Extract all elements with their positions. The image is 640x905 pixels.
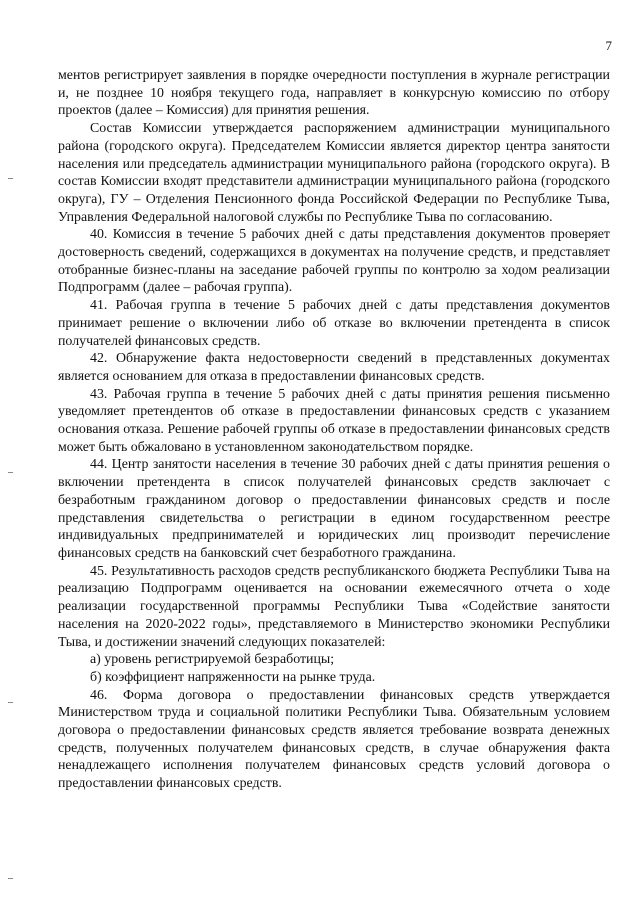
margin-mark: [8, 878, 13, 879]
paragraph-continuation: ментов регистрирует заявления в порядке очередности поступления в журнале регистрации и, не позднее 10 ноября текущего года, направляет в конкурсную комиссию по отбору проектов (далее – Комиссия) для принятия решения.: [58, 68, 610, 119]
list-item-a: а) уровень регистрируемой безработицы;: [90, 652, 335, 668]
page-number: 7: [605, 38, 612, 53]
paragraph-item-42: 42. Обнаружение факта недостоверности сведений в представленных документах является основанием для отказа в предоставлении финансовых средств.: [58, 351, 610, 384]
paragraph-item-41: 41. Рабочая группа в течение 5 рабочих дней с даты представления документов принимает решение о включении либо об отказе во включении претендента в список получателей финансовых средств.: [58, 298, 610, 349]
paragraph-item-45: 45. Результативность расходов средств республиканского бюджета Республики Тыва на реализацию Подпрограмм оценивается на основании ежемесячного отчета о ходе реализации государственной программы Республики Тыва «Содействие занятости населения на 2020-2022 годы», представляемого в Министерство экономики Республики Тыва, и достижении значений следующих показателей:: [58, 563, 610, 650]
paragraph-item-46: 46. Форма договора о предоставлении финансовых средств утверждается Министерством труда и социальной политики Республики Тыва. Обязательным условием договора о предоставлении финансовых средств является требование возврата денежных средств, полученных получателем финансовых средств, в случае обнаружения факта ненадлежащего исполнения получателем финансовых средств условий договора о предоставлении финансовых средств.: [58, 687, 610, 792]
margin-mark: [8, 702, 13, 703]
paragraph-commission-composition: Состав Комиссии утверждается распоряжением администрации муниципального района (городского округа). Председателем Комиссии является директор центра занятости населения или председатель администрации муниципального района (городского округа). В состав Комиссии входят представители администрации муниципального района (городского округа), ГУ – Отделения Пенсионного фонда Российской Федерации по Республике Тыва, Управления Федеральной налоговой службы по Республике Тыва по согласованию.: [58, 121, 610, 225]
paragraph-item-44: 44. Центр занятости населения в течение 30 рабочих дней с даты принятия решения о включении претендента в список получателей финансовых средств заключает с безработным гражданином договор о предоставлении финансовых средств и после представления свидетельства о регистрации в едином государственном реестре индивидуальных предпринимателей и юридических лиц производит перечисление финансовых средств на банковский счет безработного гражданина.: [58, 457, 610, 561]
paragraph-item-43: 43. Рабочая группа в течение 5 рабочих дней с даты принятия решения письменно уведомляет претендентов об отказе в предоставлении финансовых средств с указанием основания отказа. Решение рабочей группы об отказе в предоставлении финансовых средств может быть обжаловано в установленном законодательством порядке.: [58, 386, 610, 455]
margin-mark: [8, 472, 13, 473]
margin-mark: [8, 178, 13, 179]
paragraph-item-40: 40. Комиссия в течение 5 рабочих дней с даты представления документов проверяет достоверность сведений, содержащихся в документах на получение средств, и представляет отобранные бизнес-планы на заседание рабочей группы по контролю за ходом реализации Подпрограмм (далее – рабочая группа).: [58, 227, 610, 296]
document-body: [58, 67, 610, 793]
list-item-b: б) коэффициент напряженности на рынке труда.: [90, 669, 376, 685]
